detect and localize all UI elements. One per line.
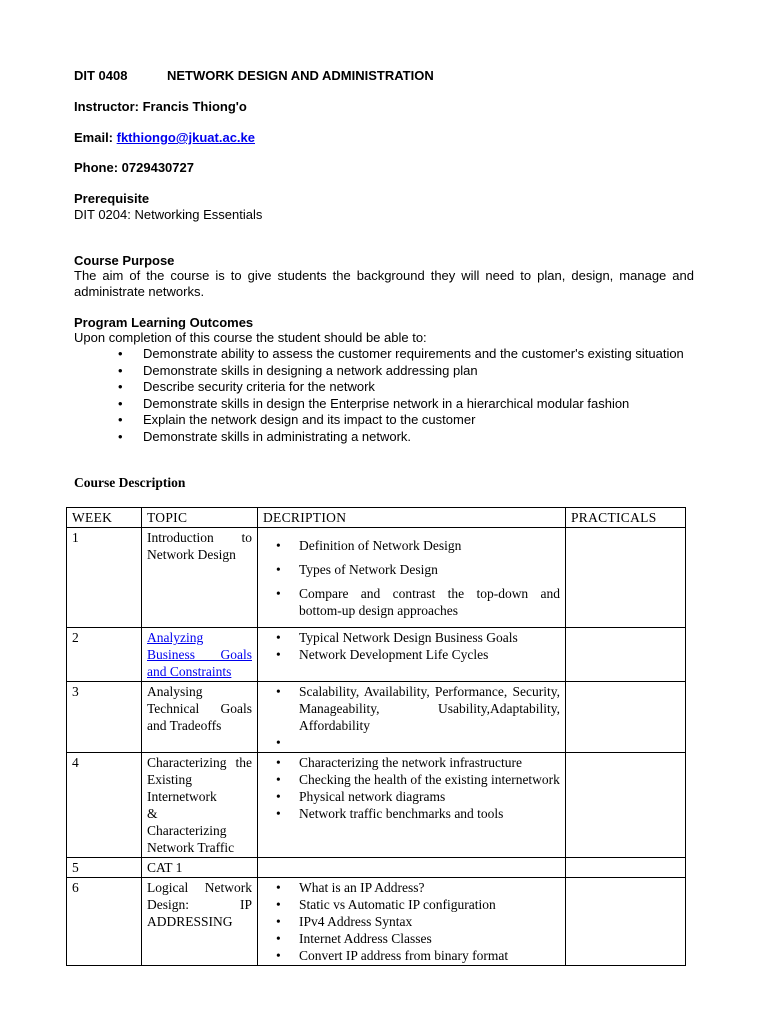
week-cell: 4 <box>67 753 142 858</box>
description-item: • Internet Address Classes <box>263 930 560 947</box>
column-header-practicals: PRACTICALS <box>566 508 686 528</box>
description-item: • Definition of Network Design <box>263 537 560 554</box>
description-item: • Types of Network Design <box>263 561 560 578</box>
course-code: DIT 0408 <box>74 68 128 83</box>
description-item: • Static vs Automatic IP configuration <box>263 896 560 913</box>
topic-cell: Introduction to Network Design <box>142 528 258 628</box>
table-row <box>67 858 686 878</box>
outcome-item: • Demonstrate skills in administrating a network. <box>74 429 694 445</box>
week-cell: 5 <box>67 858 142 878</box>
outcome-item: • Demonstrate skills in design the Enterprise network in a hierarchical modular fashion <box>74 396 694 412</box>
description-item: • Network Development Life Cycles <box>263 646 560 663</box>
outcomes-intro: Upon completion of this course the student should be able to: <box>74 330 427 345</box>
description-item: • Compare and contrast the top-down and bottom-up design approaches <box>263 585 560 619</box>
description-cell <box>258 682 566 753</box>
practicals-cell <box>566 753 686 858</box>
prerequisite-heading: Prerequisite <box>74 191 150 206</box>
outcomes-list <box>74 346 694 446</box>
column-header-description: DECRIPTION <box>258 508 566 528</box>
practicals-cell <box>566 878 686 966</box>
practicals-cell <box>566 528 686 628</box>
description-item: • Checking the health of the existing internetwork <box>263 771 560 788</box>
description-cell <box>258 628 566 682</box>
topic-line: Characterizing the Existing Internetwork <box>147 755 252 804</box>
topic-line: & <box>147 806 158 821</box>
outcome-item: • Describe security criteria for the network <box>74 379 694 395</box>
description-item: • What is an IP Address? <box>263 879 560 896</box>
table-row <box>67 682 686 753</box>
description-cell <box>258 753 566 858</box>
outcomes-heading: Program Learning Outcomes <box>74 315 254 330</box>
description-item: • Physical network diagrams <box>263 788 560 805</box>
email-line <box>74 130 255 145</box>
course-title: NETWORK DESIGN AND ADMINISTRATION <box>167 68 434 83</box>
table-row <box>67 628 686 682</box>
topic-cell <box>142 628 258 682</box>
outcome-item: • Demonstrate ability to assess the customer requirements and the customer's existing situation <box>74 346 694 362</box>
course-table <box>66 507 686 966</box>
purpose-heading: Course Purpose <box>74 253 175 268</box>
instructor-line: Instructor: Francis Thiong'o <box>74 99 247 114</box>
email-link[interactable]: fkthiongo@jkuat.ac.ke <box>116 130 255 145</box>
column-header-topic: TOPIC <box>142 508 258 528</box>
course-header <box>74 68 434 83</box>
description-item: • Network traffic benchmarks and tools <box>263 805 560 822</box>
table-row <box>67 753 686 858</box>
topic-cell: CAT 1 <box>142 858 258 878</box>
description-cell <box>258 528 566 628</box>
table-header-row <box>67 508 686 528</box>
week-cell: 1 <box>67 528 142 628</box>
topic-cell: Analysing Technical Goals and Tradeoffs <box>142 682 258 753</box>
description-cell <box>258 858 566 878</box>
week-cell: 6 <box>67 878 142 966</box>
week-cell: 2 <box>67 628 142 682</box>
description-item: • Characterizing the network infrastructure <box>263 754 560 771</box>
practicals-cell <box>566 858 686 878</box>
topic-cell <box>142 753 258 858</box>
week-cell: 3 <box>67 682 142 753</box>
purpose-text: The aim of the course is to give students the background they will need to plan, design, manage and administrate networks. <box>74 268 694 299</box>
practicals-cell <box>566 628 686 682</box>
email-label: Email: <box>74 130 117 145</box>
outcome-item: • Demonstrate skills in designing a network addressing plan <box>74 363 694 379</box>
column-header-week: WEEK <box>67 508 142 528</box>
description-cell <box>258 878 566 966</box>
description-item: • Scalability, Availability, Performance, Security, Manageability, Usability,Adaptability, Affordability <box>263 683 560 734</box>
topic-line: Characterizing Network Traffic <box>147 823 235 855</box>
practicals-cell <box>566 682 686 753</box>
table-row <box>67 878 686 966</box>
course-description-heading: Course Description <box>74 475 186 490</box>
description-item: • Typical Network Design Business Goals <box>263 629 560 646</box>
phone-line: Phone: 0729430727 <box>74 160 194 175</box>
description-item: • Convert IP address from binary format <box>263 947 560 964</box>
prerequisite-text: DIT 0204: Networking Essentials <box>74 207 263 222</box>
table-row <box>67 528 686 628</box>
description-item <box>263 734 560 751</box>
topic-cell: Logical Network Design: IP ADDRESSING <box>142 878 258 966</box>
topic-link[interactable]: Analyzing Business Goals and Constraints <box>147 630 252 679</box>
description-item: • IPv4 Address Syntax <box>263 913 560 930</box>
outcome-item: • Explain the network design and its impact to the customer <box>74 412 694 428</box>
